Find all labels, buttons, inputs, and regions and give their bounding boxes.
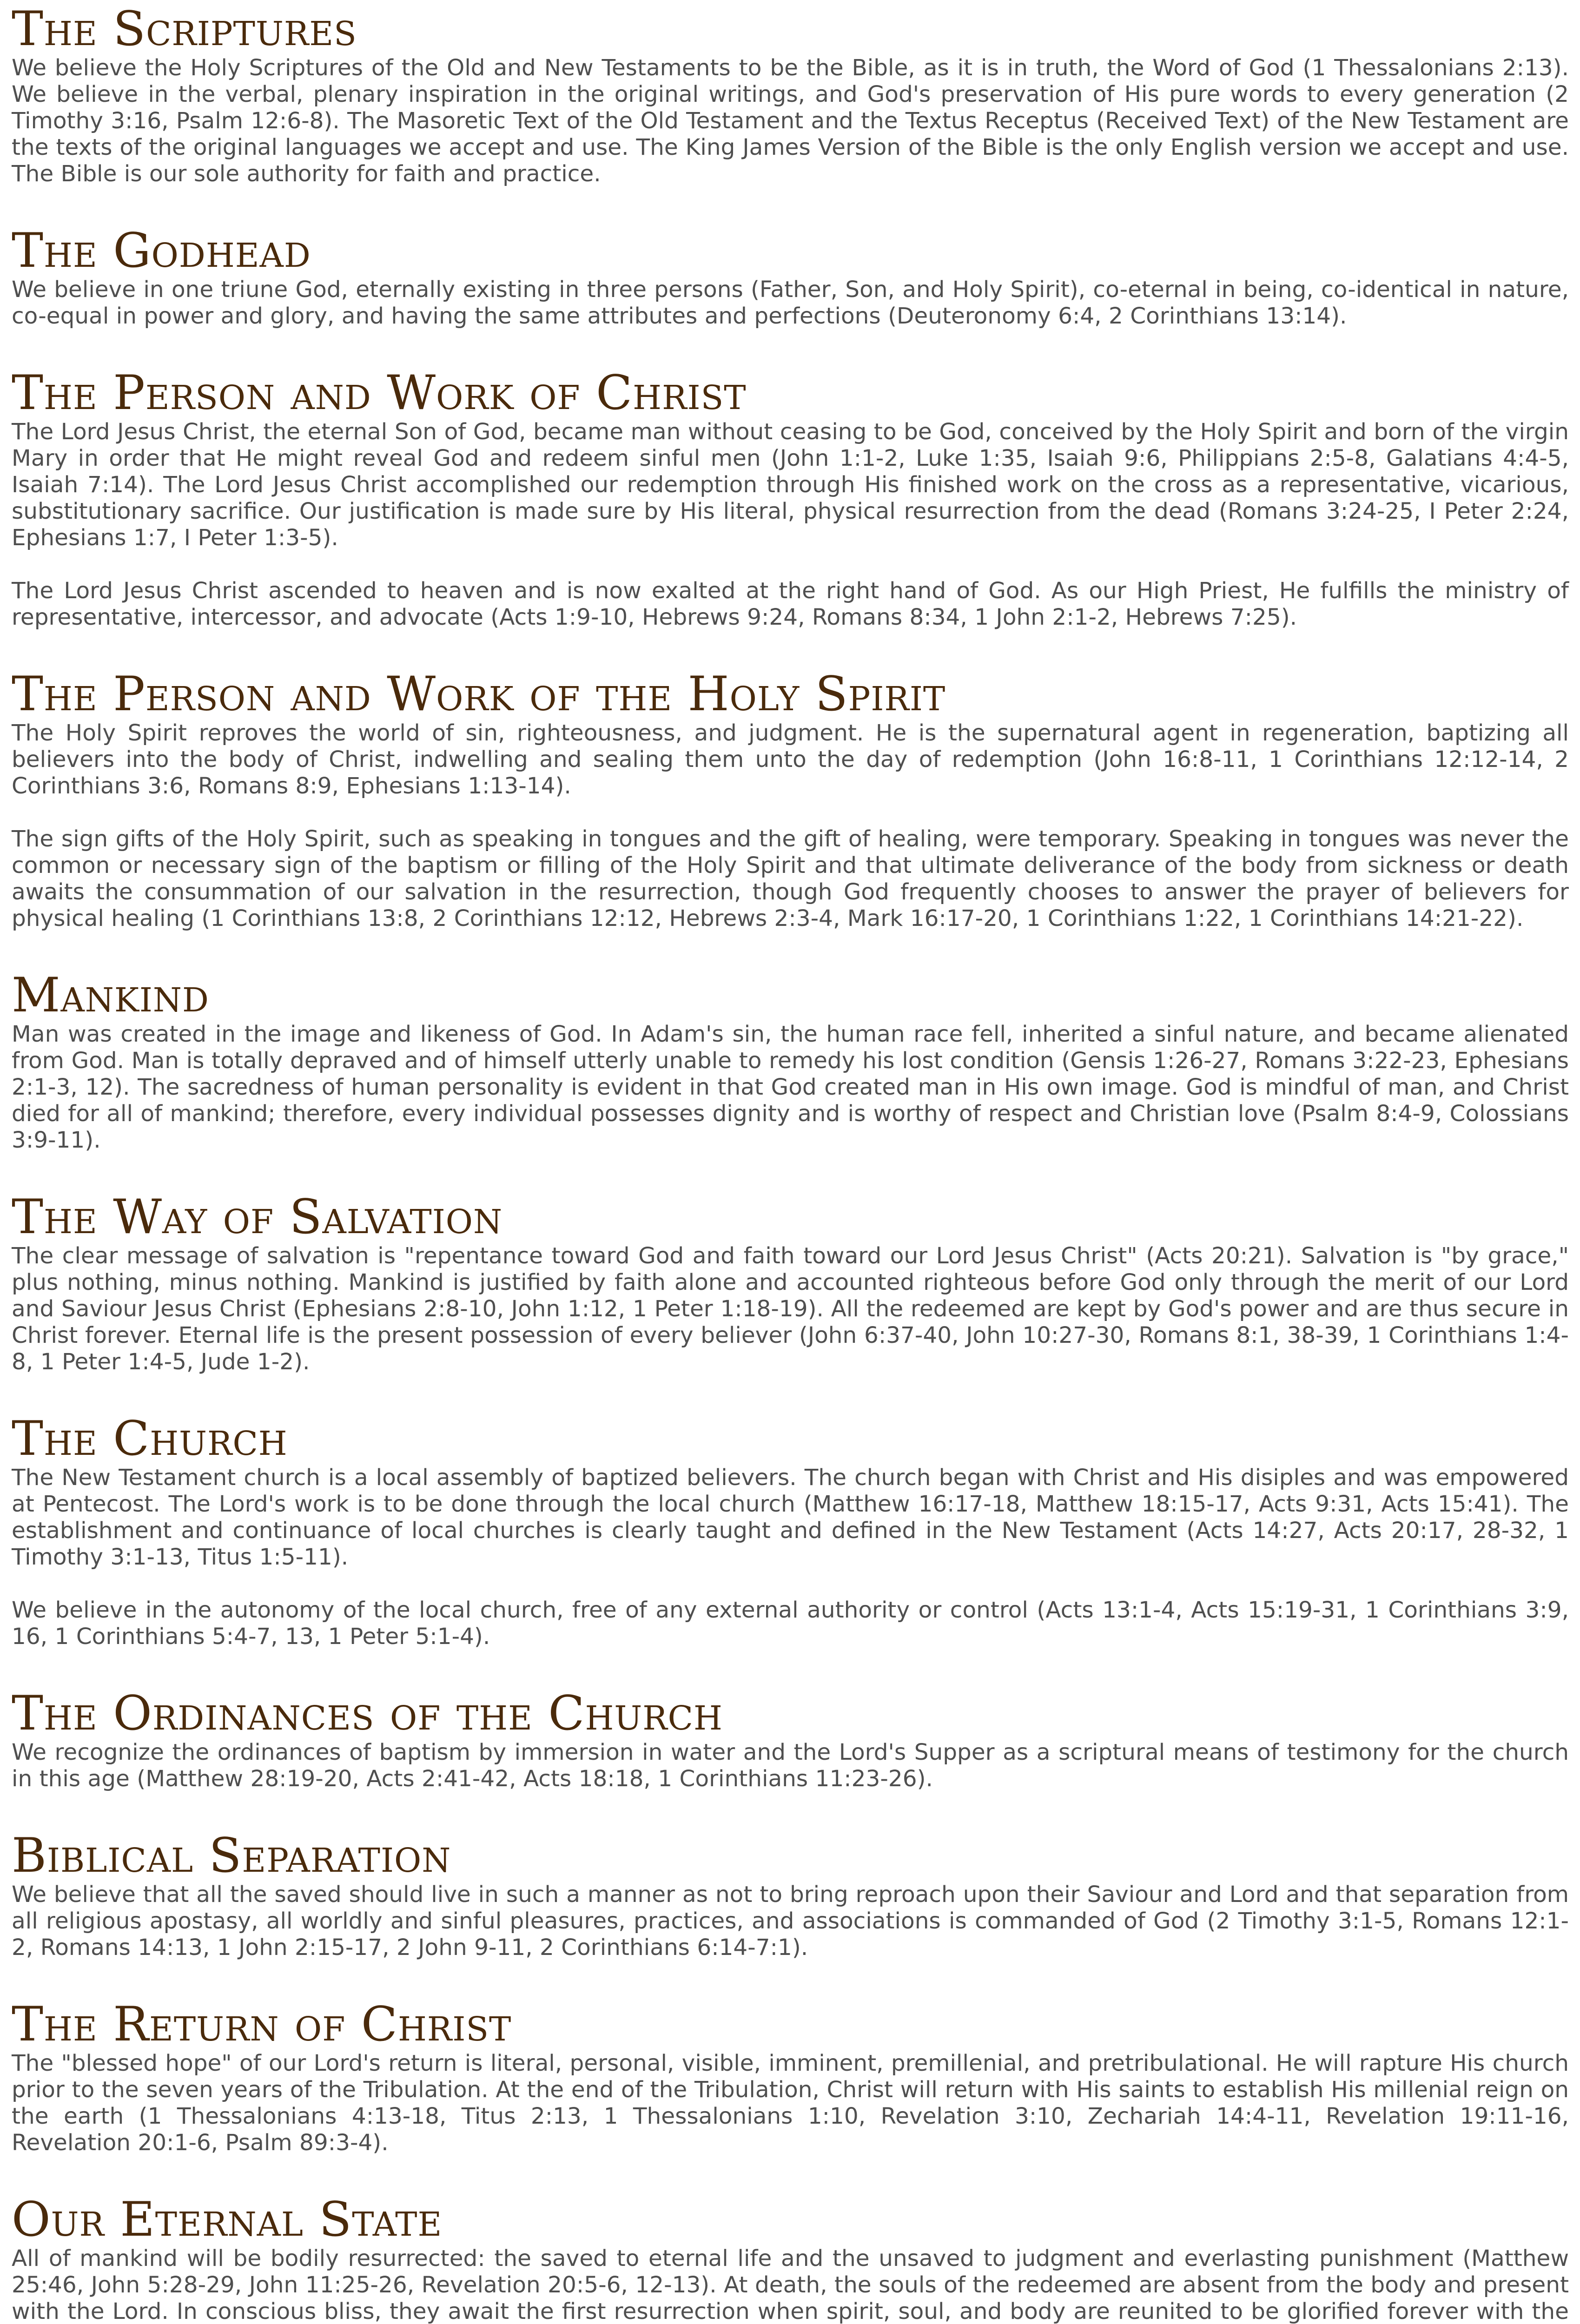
section-holy-spirit xyxy=(12,665,1569,932)
section-biblical-separation xyxy=(12,1827,1569,1961)
section-godhead xyxy=(12,222,1569,330)
section-heading: Our Eternal State xyxy=(12,2192,443,2247)
section-person-and-work-of-christ xyxy=(12,364,1569,631)
section-return-of-christ xyxy=(12,1995,1569,2156)
section-paragraph: The sign gifts of the Holy Spirit, such as speaking in tongues and the gift of healing, were temporary. Speaking in tongues was never the common or necessary sign of the baptism or filling of the Holy Spirit and that ultimate deliverance of the body from sickness or death awaits the consummation of our salvation in the resurrection, though God frequently chooses to answer the prayer of believers for physical healing (1 Corinthians 13:8, 2 Corinthians 12:12, Hebrews 2:3-4, Mark 16:17-20, 1 Corinthians 1:22, 1 Corinthians 14:21-22). xyxy=(12,826,1569,931)
section-heading: The Ordinances of the Church xyxy=(12,1686,723,1741)
section-paragraph: We believe that all the saved should live in such a manner as not to bring reproach upon their Saviour and Lord and that separation from all religious apostasy, all worldly and sinful pleasures, practices, and associations is commanded of God (2 Timothy 3:1-5, Romans 12:1-2, Romans 14:13, 1 John 2:15-17, 2 John 9-11, 2 Corinthians 6:14-7:1). xyxy=(12,1882,1569,1961)
section-way-of-salvation xyxy=(12,1188,1569,1375)
section-paragraph: We believe in one triune God, eternally existing in three persons (Father, Son, and Holy Spirit), co-eternal in being, co-identical in nature, co-equal in power and glory, and having the same attributes and perfections (Deuteronomy 6:4, 2 Corinthians 13:14). xyxy=(12,277,1569,329)
section-paragraph: We believe the Holy Scriptures of the Old and New Testaments to be the Bible, as it is in truth, the Word of God (1 Thessalonians 2:13). We believe in the verbal, plenary inspiration in the original writings, and God's preservation of His pure words to every generation (2 Timothy 3:16, Psalm 12:6-8). The Masoretic Text of the Old Testament and the Textus Receptus (Received Text) of the New Testament are the texts of the original languages we accept and use. The King James Version of the Bible is the only English version we accept and use. The Bible is our sole authority for faith and practice. xyxy=(12,55,1569,187)
section-paragraph: Man was created in the image and likeness of God. In Adam's sin, the human race fell, inherited a sinful nature, and became alienated from God. Man is totally depraved and of himself utterly unable to remedy his lost condition (Gensis 1:26-27, Romans 3:22-23, Ephesians 2:1-3, 12). The sacredness of human personality is evident in that God created man in His own image. God is mindful of man, and Christ died for all of mankind; therefore, every individual possesses dignity and is worthy of respect and Christian love (Psalm 8:4-9, Colossians 3:9-11). xyxy=(12,1021,1569,1153)
section-heading: The Way of Salvation xyxy=(12,1189,503,1245)
section-paragraph: All of mankind will be bodily resurrected: the saved to eternal life and the unsaved to judgment and everlasting punishment (Matthew 25:46, John 5:28-29, John 11:25-26, Revelation 20:5-6, 12-13). At death, the souls of the redeemed are absent from the body and present with the Lord. In conscious bliss, they await the first resurrection when spirit, soul, and body are reunited to be glorified forever with the xyxy=(12,2245,1569,2324)
section-church xyxy=(12,1410,1569,1650)
section-paragraph: The clear message of salvation is "repentance toward God and faith toward our Lord Jesus Christ" (Acts 20:21). Salvation is "by grace," plus nothing, minus nothing. Mankind is justified by faith alone and accounted righteous before God only through the merit of our Lord and Saviour Jesus Christ (Ephesians 2:8-10, John 1:12, 1 Peter 1:18-19). All the redeemed are kept by God's power and are thus secure in Christ forever. Eternal life is the present possession of every believer (John 6:37-40, John 10:27-30, Romans 8:1, 38-39, 1 Corinthians 1:4-8, 1 Peter 1:4-5, Jude 1-2). xyxy=(12,1243,1569,1375)
section-paragraph: The Holy Spirit reproves the world of sin, righteousness, and judgment. He is the supernatural agent in regeneration, baptizing all believers into the body of Christ, indwelling and sealing them unto the day of redemption (John 16:8-11, 1 Corinthians 12:12-14, 2 Corinthians 3:6, Romans 8:9, Ephesians 1:13-14). xyxy=(12,720,1569,799)
section-paragraph: The Lord Jesus Christ, the eternal Son of God, became man without ceasing to be God, conceived by the Holy Spirit and born of the virgin Mary in order that He might reveal God and redeem sinful men (John 1:1-2, Luke 1:35, Isaiah 9:6, Philippians 2:5-8, Galatians 4:4-5, Isaiah 7:14). The Lord Jesus Christ accomplished our redemption through His finished work on the cross as a representative, vicarious, substitutionary sacrifice. Our justification is made sure by His literal, physical resurrection from the dead (Romans 3:24-25, I Peter 2:24, Ephesians 1:7, I Peter 1:3-5). xyxy=(12,419,1569,551)
section-scriptures xyxy=(12,0,1569,187)
section-paragraph: The "blessed hope" of our Lord's return is literal, personal, visible, imminent, premillenial, and pretribulational. He will rapture His church prior to the seven years of the Tribulation. At the end of the Tribulation, Christ will return with His saints to establish His millenial reign on the earth (1 Thessalonians 4:13-18, Titus 2:13, 1 Thessalonians 1:10, Revelation 3:10, Zechariah 14:4-11, Revelation 19:11-16, Revelation 20:1-6, Psalm 89:3-4). xyxy=(12,2050,1569,2156)
section-heading: The Person and Work of Christ xyxy=(12,365,747,421)
section-paragraph: The New Testament church is a local assembly of baptized believers. The church began with Christ and His disiples and was empowered at Pentecost. The Lord's work is to be done through the local church (Matthew 16:17-18, Matthew 18:15-17, Acts 9:31, Acts 15:41). The establishment and continuance of local churches is clearly taught and defined in the New Testament (Acts 14:27, Acts 20:17, 28-32, 1 Timothy 3:1-13, Titus 1:5-11). xyxy=(12,1465,1569,1570)
statement-of-faith xyxy=(12,0,1569,2324)
section-ordinances xyxy=(12,1684,1569,1792)
section-heading: Mankind xyxy=(12,968,209,1023)
section-paragraph: We believe in the autonomy of the local church, free of any external authority or control (Acts 13:1-4, Acts 15:19-31, 1 Corinthians 3:9, 16, 1 Corinthians 5:4-7, 13, 1 Peter 5:1-4). xyxy=(12,1597,1569,1650)
section-heading: The Church xyxy=(12,1411,288,1466)
section-heading: The Scriptures xyxy=(12,1,357,57)
section-mankind xyxy=(12,966,1569,1154)
section-heading: The Return of Christ xyxy=(12,1997,512,2052)
section-heading: The Godhead xyxy=(12,223,311,278)
section-eternal-state xyxy=(12,2191,1569,2324)
section-paragraph: The Lord Jesus Christ ascended to heaven and is now exalted at the right hand of God. As our High Priest, He fulfills the ministry of representative, intercessor, and advocate (Acts 1:9-10, Hebrews 9:24, Romans 8:34, 1 John 2:1-2, Hebrews 7:25). xyxy=(12,578,1569,630)
section-heading: The Person and Work of the Holy Spirit xyxy=(12,667,946,722)
section-heading: Biblical Separation xyxy=(12,1828,451,1883)
section-paragraph: We recognize the ordinances of baptism by immersion in water and the Lord's Supper as a scriptural means of testimony for the church in this age (Matthew 28:19-20, Acts 2:41-42, Acts 18:18, 1 Corinthians 11:23-26). xyxy=(12,1739,1569,1792)
